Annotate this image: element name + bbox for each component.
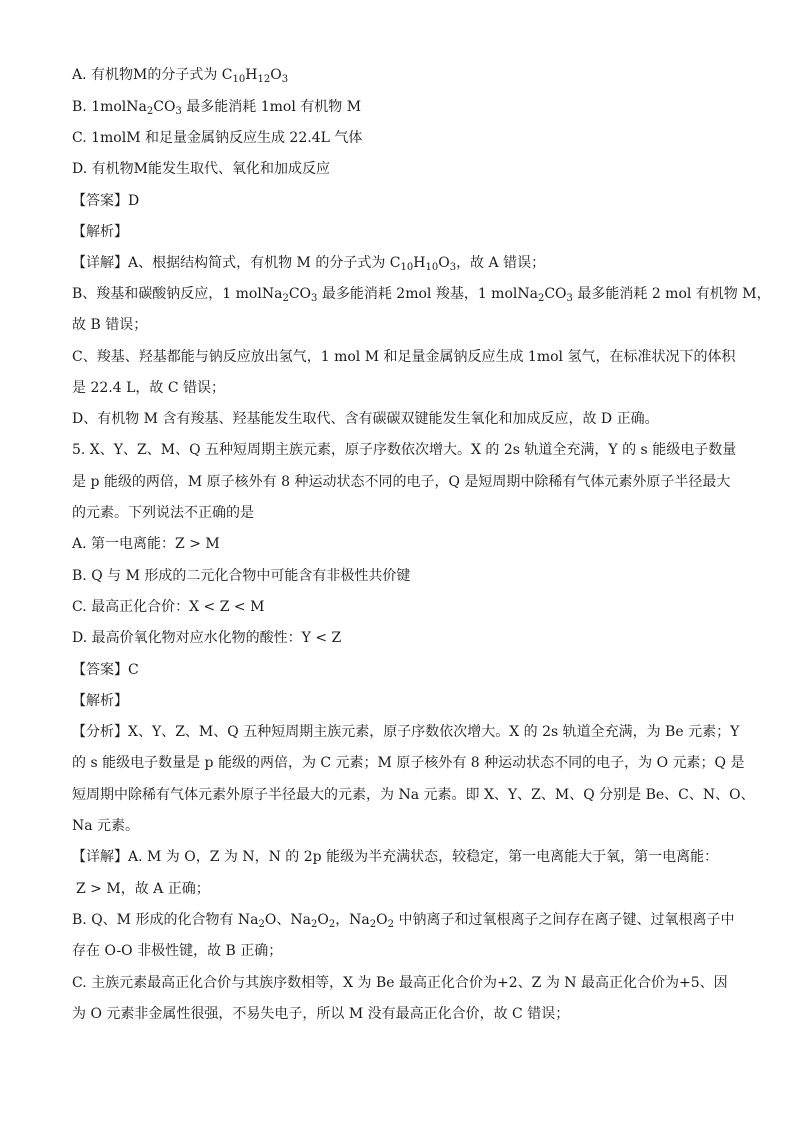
text-run: 【分析】X、Y、Z、M、Q 五种短周期主族元素，原子序数依次增大。X 的 2s 轨道全充满，为 Be 元素；Y	[72, 724, 740, 740]
subscript: 3	[311, 293, 318, 304]
text-run: 短周期中除稀有气体元素外原子半径最大的元素，为 Na 元素。即 X、Y、Z、M、Q 分别是 Be、C、N、O、	[72, 787, 755, 803]
text-run: 的元素。下列说法不正确的是	[72, 505, 254, 521]
text-run: 【答案】C	[72, 662, 139, 678]
text-run: C. 最高正化合价：X < Z < M	[72, 599, 265, 615]
text-line	[72, 1005, 569, 1023]
subscript: 2	[537, 293, 545, 304]
text-line	[72, 316, 147, 334]
text-run: ，Na	[335, 912, 370, 928]
text-line	[72, 441, 736, 459]
text-line	[72, 66, 288, 89]
text-run: D、有机物 M 含有羧基、羟基能发生取代、含有碳碳双键能发生氧化和加成反应，故 D 正确。	[72, 411, 659, 427]
text-line	[72, 692, 128, 710]
text-run: D. 最高价氧化物对应水化物的酸性：Y < Z	[72, 630, 342, 646]
text-run: B. 1molNa	[72, 99, 147, 115]
text-run: C. 1molM 和足量金属钠反应生成 22.4L 气体	[72, 130, 363, 146]
text-line	[72, 567, 410, 585]
text-line	[72, 504, 254, 522]
text-run: H	[245, 67, 258, 83]
text-run: 最多能消耗 2mol 羧基，1 molNa	[317, 286, 538, 302]
text-run: 【详解】A、根据结构简式，有机物 M 的分子式为 C	[72, 255, 401, 271]
subscript: 10	[400, 262, 414, 273]
text-run: C. 主族元素最高正化合价与其族序数相等，X 为 Be 最高正化合价为+2、Z 为 N 最高正化合价为+5、因	[72, 975, 728, 991]
text-line	[72, 192, 139, 210]
text-run: B. Q、M 形成的化合物有 Na	[72, 912, 259, 928]
subscript: 3	[175, 106, 182, 117]
text-run: B. Q 与 M 形成的二元化合物中可能含有非极性共价键	[72, 568, 411, 584]
subscript: 12	[257, 74, 271, 85]
subscript: 2	[282, 293, 289, 304]
subscript: 2	[310, 919, 318, 930]
text-line	[72, 598, 264, 616]
text-line	[72, 160, 330, 178]
text-run: 【答案】D	[72, 193, 140, 209]
text-run: 【解析】	[72, 224, 128, 240]
text-line	[76, 880, 210, 898]
text-run: CO	[153, 99, 176, 115]
text-line	[72, 629, 341, 647]
text-run: O	[317, 912, 329, 928]
subscript: 2	[387, 919, 395, 930]
subscript: 3	[566, 293, 573, 304]
text-line	[72, 98, 361, 121]
text-run: 最多能消耗 2 mol 有机物 M，	[572, 286, 771, 302]
text-line	[72, 942, 282, 960]
text-run: CO	[288, 286, 312, 302]
text-line	[72, 786, 755, 804]
text-run: 是 22.4 L，故 C 错误；	[72, 380, 225, 396]
subscript: 2	[369, 919, 377, 930]
text-run: A. 第一电离能：Z > M	[72, 536, 220, 552]
text-line	[72, 848, 718, 866]
text-run: CO	[544, 286, 567, 302]
text-run: 最多能消耗 1mol 有机物 M	[181, 99, 362, 115]
text-line	[72, 535, 220, 553]
subscript: 10	[425, 262, 439, 273]
text-run: O	[270, 67, 282, 83]
text-run: 的 s 能级电子数量是 p 能级的两倍，为 C 元素；M 原子核外有 8 种运动状态不同的电子，为 O 元素；Q 是	[72, 755, 745, 771]
text-run: O、Na	[264, 912, 311, 928]
text-run: ，故 A 错误；	[456, 255, 546, 271]
text-line	[72, 379, 225, 397]
text-line	[72, 285, 771, 308]
text-line	[72, 974, 728, 992]
text-run: Z > M，故 A 正确；	[76, 881, 210, 897]
text-line	[72, 911, 734, 934]
text-line	[72, 254, 545, 277]
text-line	[72, 473, 730, 491]
text-run: D. 有机物M能发生取代、氧化和加成反应	[72, 161, 330, 177]
text-run: A. 有机物M的分子式为 C	[72, 67, 233, 83]
text-run: 5. X、Y、Z、M、Q 五种短周期主族元素，原子序数依次增大。X 的 2s 轨道全充满，Y 的 s 能级电子数量	[72, 442, 737, 458]
subscript: 3	[449, 262, 457, 273]
text-run: O	[438, 255, 450, 271]
text-run: C、羧基、羟基都能与钠反应放出氢气，1 mol M 和足量金属钠反应生成 1mol 氢气，在标准状况下的体积	[72, 349, 736, 365]
subscript: 10	[232, 74, 246, 85]
text-line	[72, 410, 659, 428]
text-run: 中钠离子和过氧根离子之间存在离子键、过氧根离子中	[394, 912, 735, 928]
text-line	[72, 129, 362, 147]
text-run: 【解析】	[72, 693, 128, 709]
text-line	[72, 661, 139, 679]
subscript: 2	[258, 919, 265, 930]
text-run: H	[413, 255, 426, 271]
subscript: 3	[281, 74, 289, 85]
text-run: 是 p 能级的两倍，M 原子核外有 8 种运动状态不同的电子，Q 是短周期中除稀有气体元素外原子半径最大	[72, 474, 731, 490]
text-run: B、羧基和碳酸钠反应，1 molNa	[72, 286, 283, 302]
text-run: Na 元素。	[72, 818, 140, 834]
text-run: 故 B 错误；	[72, 317, 148, 333]
text-line	[72, 817, 139, 835]
text-run: 【详解】A. M 为 O，Z 为 N，N 的 2p 能级为半充满状态，较稳定，第一电离能大于氧，第一电离能：	[72, 849, 719, 865]
text-line	[72, 348, 735, 366]
text-run: 为 O 元素非金属性很强，不易失电子，所以 M 没有最高正化合价，故 C 错误；	[72, 1006, 570, 1022]
text-run: O	[376, 912, 388, 928]
text-line	[72, 223, 128, 241]
subscript: 2	[328, 919, 336, 930]
subscript: 2	[146, 106, 154, 117]
text-line	[72, 754, 744, 772]
text-run: 存在 O-O 非极性键，故 B 正确；	[72, 943, 283, 959]
text-line	[72, 723, 739, 741]
